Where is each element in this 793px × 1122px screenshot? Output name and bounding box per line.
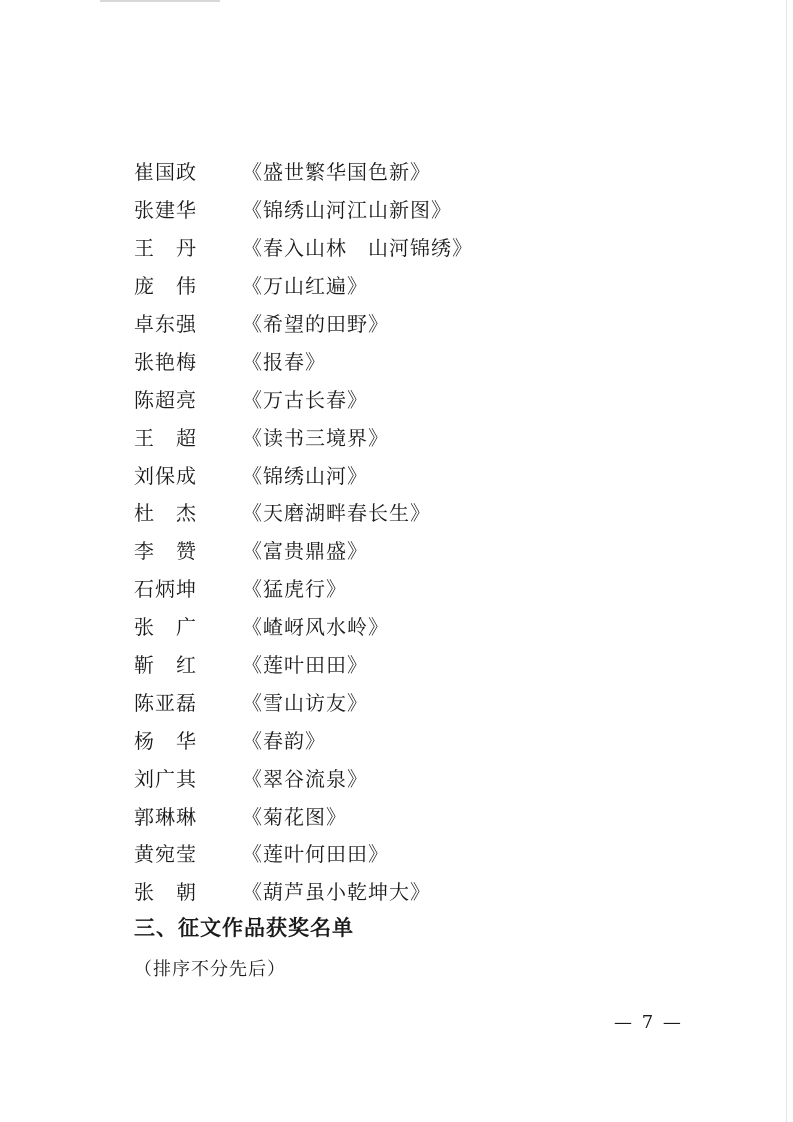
award-work-title: 《读书三境界》: [242, 425, 389, 450]
award-winner-name: 刘广其: [134, 766, 197, 791]
award-work-title: 《万山红遍》: [242, 274, 368, 299]
award-winner-name: 靳 红: [134, 653, 197, 678]
award-row: [134, 493, 694, 531]
award-row: [134, 720, 694, 758]
award-winner-name: 陈超亮: [134, 387, 197, 412]
award-row: [134, 379, 694, 417]
award-work-title: 《猛虎行》: [242, 577, 347, 602]
award-winner-name: 卓东强: [134, 312, 197, 336]
award-work-title: 《天磨湖畔春长生》: [242, 501, 431, 526]
award-row: [134, 569, 694, 607]
award-winner-name: 陈亚磊: [134, 690, 197, 715]
award-work-title: 《莲叶田田》: [242, 653, 368, 678]
award-work-title: 《菊花图》: [242, 804, 347, 829]
award-work-title: 《莲叶何田田》: [242, 842, 389, 867]
award-row: [134, 304, 694, 342]
award-row: [134, 455, 694, 493]
award-winner-name: 杜 杰: [134, 501, 197, 526]
award-row: [134, 834, 694, 872]
award-winner-name: 庞 伟: [134, 274, 197, 299]
award-work-title: 《锦绣山河江山新图》: [242, 198, 452, 223]
award-work-title: 《春韵》: [242, 728, 326, 753]
page-number: — 7 —: [614, 1012, 683, 1033]
award-winner-name: 黄宛莹: [134, 842, 197, 867]
award-row: [134, 417, 694, 455]
award-list: [134, 152, 694, 910]
award-row: [134, 607, 694, 645]
award-work-title: 《锦绣山河》: [242, 463, 368, 488]
award-winner-name: 刘保成: [134, 463, 197, 488]
award-work-title: 《翠谷流泉》: [242, 766, 368, 791]
award-winner-name: 崔国政: [134, 160, 197, 185]
award-row: [134, 190, 694, 228]
award-winner-name: 张艳梅: [134, 349, 197, 374]
award-row: [134, 341, 694, 379]
award-work-title: 《春入山林 山河锦绣》: [242, 236, 473, 261]
award-winner-name: 王 超: [134, 425, 197, 450]
award-work-title: 《报春》: [242, 349, 326, 374]
award-work-title: 《雪山访友》: [242, 690, 368, 715]
award-winner-name: 张 广: [134, 615, 197, 640]
award-work-title: 《希望的田野》: [242, 312, 389, 336]
award-winner-name: 张建华: [134, 198, 197, 223]
award-work-title: 《葫芦虽小乾坤大》: [242, 880, 431, 905]
award-work-title: 《嵖岈风水岭》: [242, 615, 389, 640]
scan-edge-top: [100, 0, 220, 2]
award-winner-name: 王 丹: [134, 236, 197, 261]
award-row: [134, 228, 694, 266]
award-winner-name: 石炳坤: [134, 577, 197, 602]
award-work-title: 《万古长春》: [242, 387, 368, 412]
section-heading: 三、征文作品获奖名单: [134, 916, 354, 940]
award-winner-name: 郭琳琳: [134, 804, 197, 829]
award-work-title: 《盛世繁华国色新》: [242, 160, 431, 185]
scan-edge-right: [786, 0, 787, 1122]
award-row: [134, 872, 694, 910]
award-row: [134, 266, 694, 304]
section-note: （排序不分先后）: [134, 959, 286, 980]
award-row: [134, 645, 694, 683]
award-row: [134, 758, 694, 796]
award-winner-name: 张 朝: [134, 880, 197, 905]
award-winner-name: 杨 华: [134, 728, 197, 753]
award-work-title: 《富贵鼎盛》: [242, 539, 368, 564]
award-winner-name: 李 赞: [134, 539, 197, 564]
award-row: [134, 796, 694, 834]
award-row: [134, 682, 694, 720]
award-row: [134, 531, 694, 569]
award-row: [134, 152, 694, 190]
